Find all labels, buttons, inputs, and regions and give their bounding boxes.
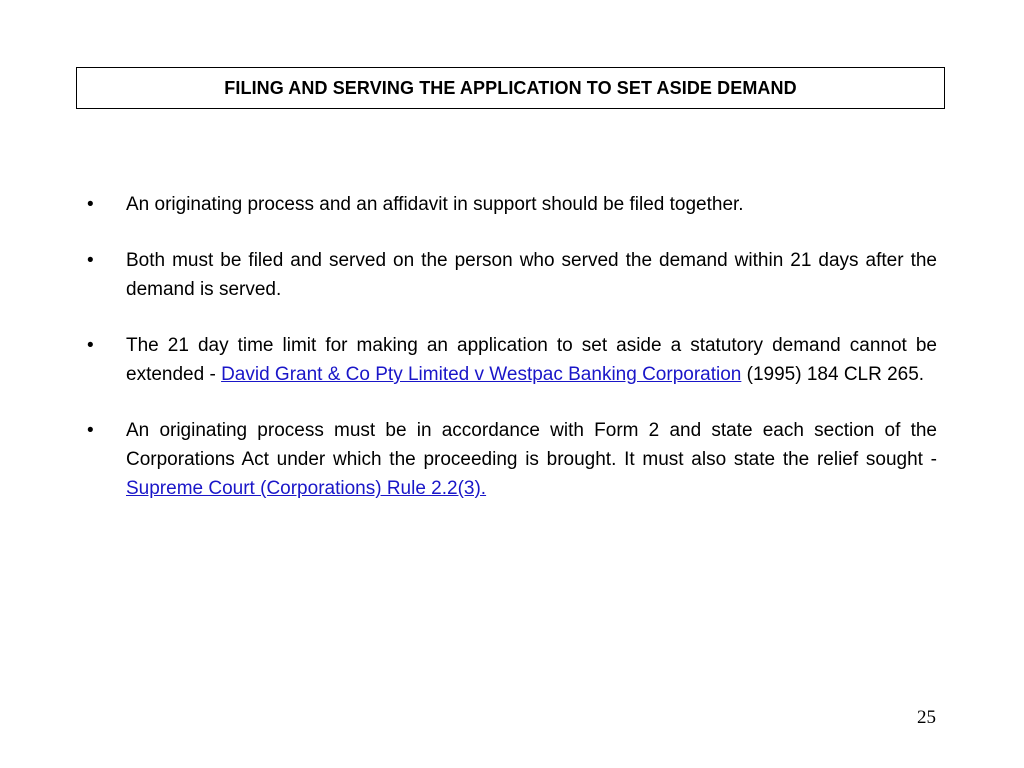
list-item	[84, 190, 937, 219]
title-box	[76, 67, 945, 109]
page-number: 25	[917, 707, 936, 728]
bullet-icon: •	[87, 250, 94, 271]
bullet-text-content: Both must be filed and served on the person who served the demand within 21 days after the demand is served.	[126, 250, 937, 300]
bullet-icon: •	[87, 420, 94, 441]
bullet-text	[126, 416, 937, 503]
list-item	[84, 416, 937, 503]
bullet-text-before: The 21 day time limit for making an application to set aside a statutory demand cannot be extended -	[126, 335, 937, 385]
bullet-icon: •	[87, 194, 94, 215]
rule-citation-link[interactable]: Supreme Court (Corporations) Rule 2.2(3).	[126, 478, 487, 499]
bullet-text-after: (1995) 184 CLR 265.	[741, 364, 925, 385]
bullet-text	[126, 190, 937, 219]
bullet-list	[84, 190, 937, 530]
page-title: FILING AND SERVING THE APPLICATION TO SET ASIDE DEMAND	[224, 77, 797, 98]
bullet-text	[126, 246, 937, 304]
bullet-icon: •	[87, 335, 94, 356]
case-citation-link[interactable]: David Grant & Co Pty Limited v Westpac Banking Corporation	[221, 364, 742, 385]
bullet-text-content: An originating process and an affidavit in support should be filed together.	[126, 194, 744, 215]
bullet-text	[126, 331, 937, 389]
list-item	[84, 246, 937, 304]
bullet-text-before: An originating process must be in accordance with Form 2 and state each section of the Corporations Act under which the proceeding is brought. It must also state the relief sought -	[126, 420, 937, 470]
list-item	[84, 331, 937, 389]
